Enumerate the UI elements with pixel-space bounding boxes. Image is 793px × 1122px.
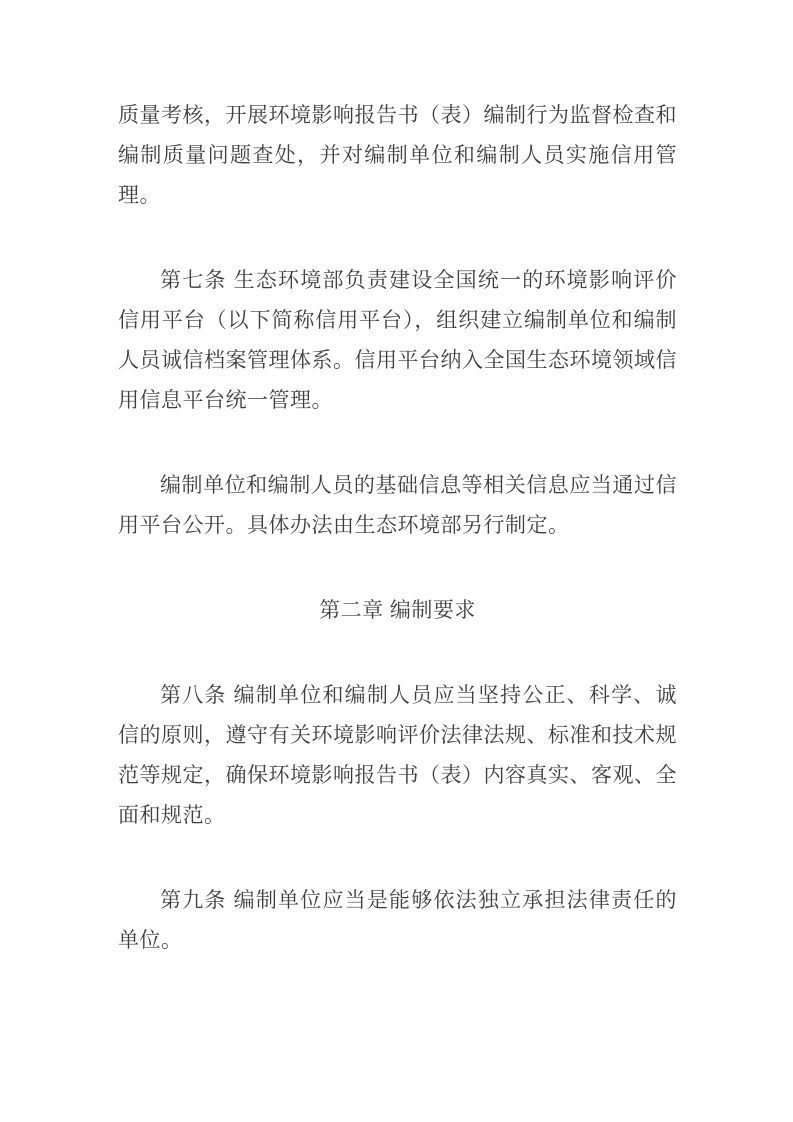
paragraph-article-9: 第九条 编制单位应当是能够依法独立承担法律责任的单位。 (118, 889, 677, 952)
paragraph-continuation: 质量考核，开展环境影响报告书（表）编制行为监督检查和编制质量问题查处，并对编制单位和编制人员实施信用管理。 (118, 104, 677, 207)
chapter-heading: 第二章 编制要求 (319, 599, 476, 622)
paragraph-article-8: 第八条 编制单位和编制人员应当坚持公正、科学、诚信的原则，遵守有关环境影响评价法律法规、标准和技术规范等规定，确保环境影响报告书（表）内容真实、客观、全面和规范。 (118, 684, 677, 827)
paragraph-article-7: 第七条 生态环境部负责建设全国统一的环境影响评价信用平台（以下简称信用平台），组织建立编制单位和编制人员诚信档案管理体系。信用平台纳入全国生态环境领域信用信息平台统一管理。 (118, 269, 677, 412)
paragraph-article-7-supplement: 编制单位和编制人员的基础信息等相关信息应当通过信用平台公开。具体办法由生态环境部另行制定。 (118, 474, 677, 537)
